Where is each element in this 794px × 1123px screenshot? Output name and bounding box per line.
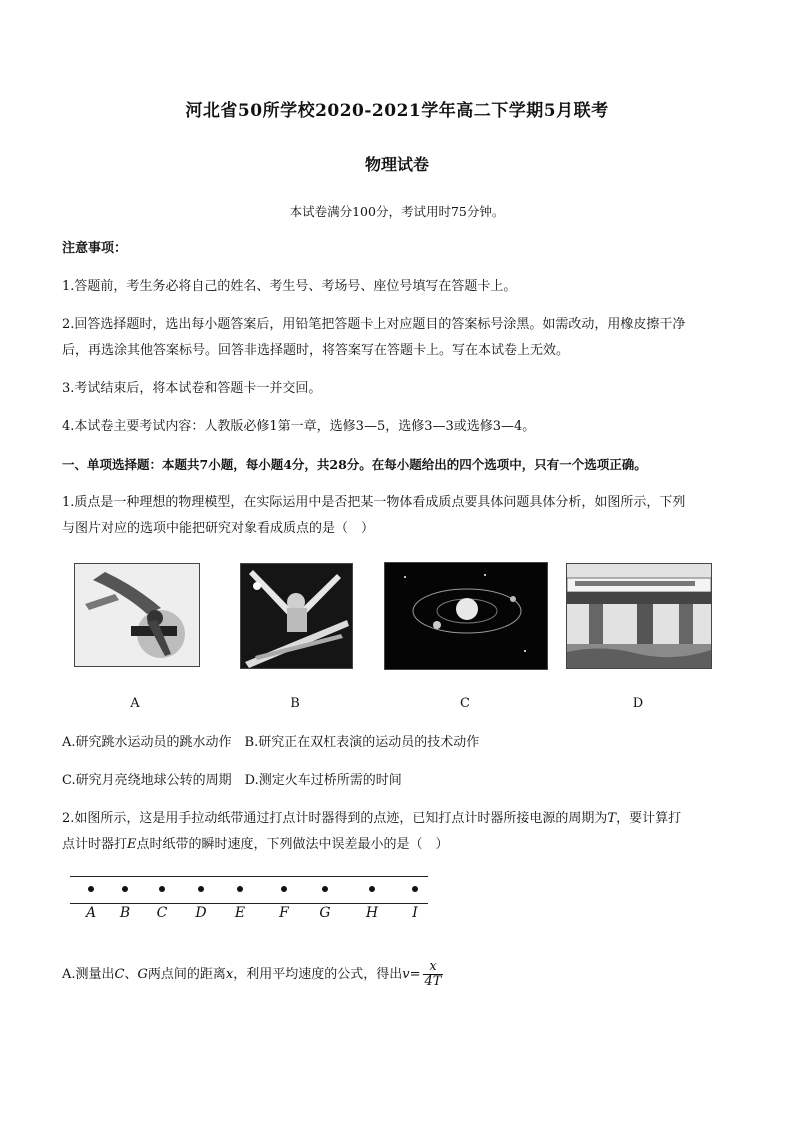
q1-options-line-2: C.研究月亮绕地球公转的周期 D.测定火车过桥所需的时间: [62, 773, 402, 788]
q1-stem-line-2: 与图片对应的选项中能把研究对象看成质点的是（ ）: [62, 521, 375, 536]
tape-label-c: C: [156, 905, 168, 921]
image-label-d: D: [632, 696, 644, 711]
q1-stem-line-1: 1.质点是一种理想的物理模型，在实际运用中是否把某一物体看成质点要具体问题具体分析，如图所示，下列: [62, 495, 686, 510]
exam-title: 河北省50所学校2020-2021学年高二下学期5月联考: [185, 101, 609, 121]
tape-dot: [88, 886, 94, 892]
tape-label-e: E: [234, 905, 246, 921]
note-2-line-2: 后，再选涂其他答案标号。回答非选择题时，将答案写在答题卡上。写在本试卷上无效。: [62, 343, 570, 358]
tape-dot: [322, 886, 328, 892]
gymnast-bars-photo-icon: [240, 563, 353, 669]
note-4: 4.本试卷主要考试内容：人教版必修1第一章，选修3—5，选修3—3或选修3—4。: [62, 419, 536, 434]
tape-dot: [281, 886, 287, 892]
tape-label-d: D: [195, 905, 207, 921]
tape-dot: [237, 886, 243, 892]
section-1-heading: 一、单项选择题：本题共7小题，每小题4分，共28分。在每小题给出的四个选项中，只有一个选项正确。: [62, 457, 647, 472]
tape-dot: [122, 886, 128, 892]
subject-title: 物理试卷: [364, 155, 429, 174]
image-label-c: C: [460, 696, 470, 711]
train-bridge-photo-icon: [566, 563, 712, 669]
tape-dot: [369, 886, 375, 892]
note-1: 1.答题前，考生务必将自己的姓名、考生号、考场号、座位号填写在答题卡上。: [62, 279, 517, 294]
q2-stem-line-1: 2.如图所示，这是用手拉动纸带通过打点计时器得到的点迹，已知打点计时器所接电源的周期为T，要计算打: [62, 811, 682, 826]
tape-label-i: I: [412, 905, 418, 921]
note-2-line-1: 2.回答选择题时，选出每小题答案后，用铅笔把答题卡上对应题目的答案标号涂黑。如需改动，用橡皮擦干净: [62, 317, 686, 332]
tape-label-g: G: [319, 905, 331, 921]
tape-label-h: H: [365, 905, 379, 921]
tape-dot: [412, 886, 418, 892]
tape-label-a: A: [85, 905, 97, 921]
tape-label-b: B: [119, 905, 131, 921]
image-label-b: B: [290, 696, 300, 711]
tape-dot: [159, 886, 165, 892]
moon-orbit-photo-icon: [384, 562, 548, 670]
q1-options-line-1: A.研究跳水运动员的跳水动作 B.研究正在双杠表演的运动员的技术动作: [62, 735, 480, 750]
tape-dot: [198, 886, 204, 892]
q2-stem-line-2: 点计时器打E点时纸带的瞬时速度，下列做法中误差最小的是（ ）: [62, 837, 449, 852]
image-label-a: A: [130, 696, 140, 711]
note-3: 3.考试结束后，将本试卷和答题卡一并交回。: [62, 381, 322, 396]
tape-label-f: F: [279, 905, 289, 921]
notes-heading: 注意事项：: [62, 241, 128, 256]
exam-meta: 本试卷满分100分，考试用时75分钟。: [289, 204, 505, 219]
diver-photo-icon: [74, 563, 200, 667]
fraction: $\frac{x}{4T}$: [424, 959, 442, 989]
q2-option-a: A.测量出C、G两点间的距离x，利用平均速度的公式，得出v= $\frac{x}{4T}$: [62, 959, 442, 989]
